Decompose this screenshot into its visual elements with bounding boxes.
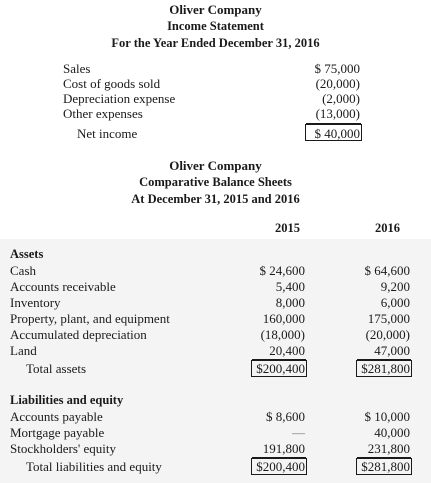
column-header-2016: 2016 [375,221,400,235]
total-liabilities-label: Total liabilities and equity [26,459,162,474]
column-header-2015: 2015 [275,221,300,235]
balance-sheet-title: Comparative Balance Sheets [139,175,292,189]
income-row-value: (2,000) [322,91,360,106]
net-income-label: Net income [77,126,138,141]
income-row-value: $ 75,000 [314,61,360,76]
total-liabilities-2015: $200,400 [256,459,305,474]
income-row-label: Depreciation expense [63,91,176,106]
asset-row-label: Inventory [10,295,61,310]
balance-sheet-date: At December 31, 2015 and 2016 [131,192,300,206]
asset-row-2015: 20,400 [269,343,305,358]
total-liabilities-2016: $281,800 [361,459,410,474]
asset-row-2015: $ 24,600 [259,263,305,278]
asset-row-2015: 160,000 [262,311,305,326]
asset-row-2016: 9,200 [380,279,410,294]
balance-sheet-company: Oliver Company [169,158,262,173]
asset-row-label: Cash [10,263,36,278]
income-row-value: (13,000) [315,106,360,121]
total-assets-label: Total assets [26,361,87,376]
asset-row-2015: 5,400 [275,279,305,294]
net-income-value: $ 40,000 [314,126,360,141]
asset-row-label: Accumulated depreciation [10,327,147,342]
liability-row-2015: 191,800 [262,441,305,456]
liability-row-2016: 231,800 [367,441,410,456]
income-statement-company: Oliver Company [169,2,262,17]
assets-heading: Assets [10,247,44,261]
liability-row-2015: $ 8,600 [266,409,305,424]
asset-row-2015: 8,000 [275,295,305,310]
liability-row-2016: 40,000 [374,425,410,440]
asset-row-2016: 47,000 [374,343,410,358]
liability-row-label: Stockholders' equity [10,441,116,456]
asset-row-2016: 175,000 [367,311,410,326]
income-statement-title: Income Statement [167,19,264,33]
liabilities-heading: Liabilities and equity [10,393,124,407]
liability-row-label: Mortgage payable [10,425,105,440]
income-statement-period: For the Year Ended December 31, 2016 [111,36,320,50]
asset-row-label: Accounts receivable [10,279,116,294]
total-assets-2016: $281,800 [361,361,410,376]
asset-row-label: Property, plant, and equipment [10,311,170,326]
total-assets-2015: $200,400 [256,361,305,376]
income-row-label: Sales [63,61,91,76]
asset-row-2016: $ 64,600 [364,263,410,278]
income-row-label: Other expenses [63,106,143,121]
asset-row-2015: (18,000) [260,327,305,342]
income-row-label: Cost of goods sold [63,76,161,91]
income-row-value: (20,000) [315,76,360,91]
liability-row-2016: $ 10,000 [364,409,410,424]
asset-row-2016: 6,000 [380,295,410,310]
asset-row-label: Land [10,343,37,358]
liability-row-2015: — [292,425,305,440]
liability-row-label: Accounts payable [10,409,103,424]
asset-row-2016: (20,000) [365,327,410,342]
